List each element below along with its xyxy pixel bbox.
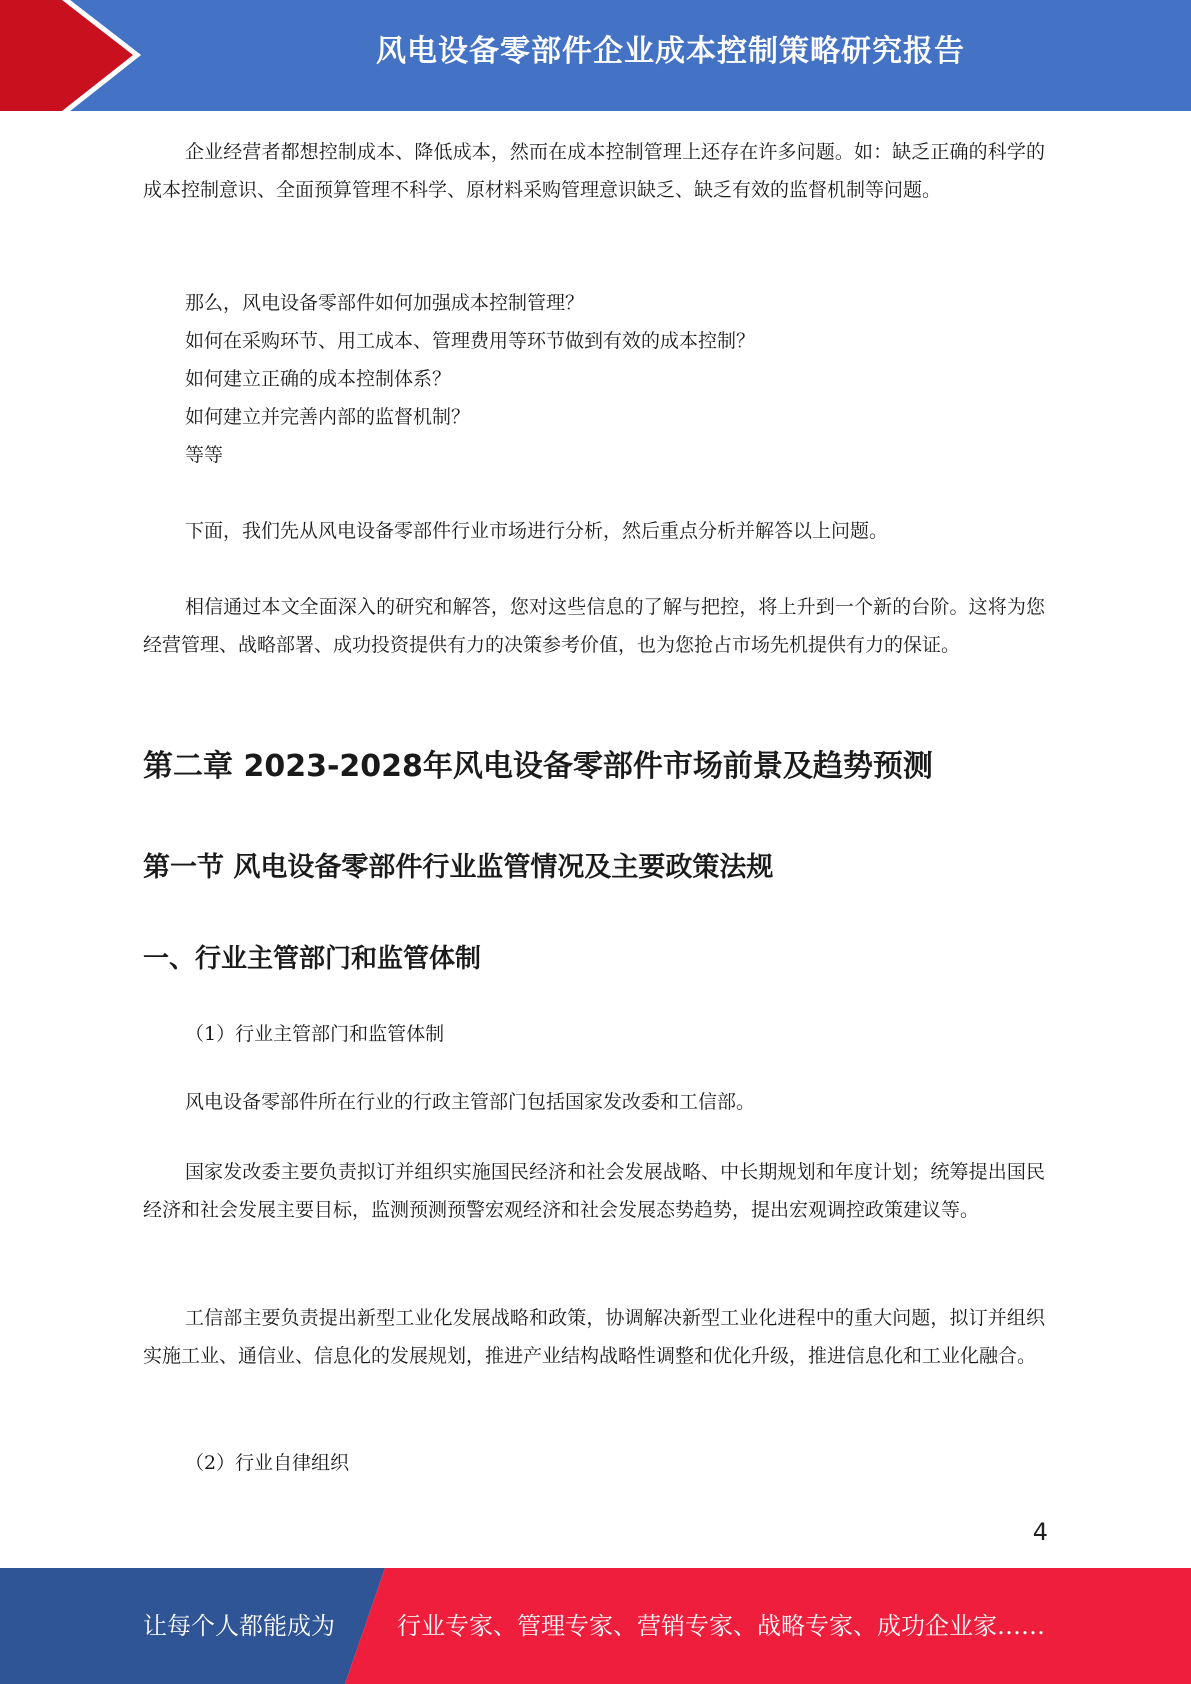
miit-paragraph: 工信部主要负责提出新型工业化发展战略和政策，协调解决新型工业化进程中的重大问题，拟订并组织实施工业、通信业、信息化的发展规划，推进产业结构战略性调整和优化升级，推进信息化和工业化融合。 <box>143 1307 1045 1367</box>
page-number: 4 <box>1032 1518 1048 1546</box>
page-footer <box>0 1568 1191 1684</box>
footer-slogan-right: 行业专家、管理专家、营销专家、战略专家、成功企业家…… <box>397 1612 1045 1640</box>
question-line: 如何建立并完善内部的监督机制？ <box>185 406 471 428</box>
question-line: 如何建立正确的成本控制体系？ <box>185 368 452 390</box>
analysis-paragraph: 下面，我们先从风电设备零部件行业市场进行分析，然后重点分析并解答以上问题。 <box>185 520 889 542</box>
question-line: 如何在采购环节、用工成本、管理费用等环节做到有效的成本控制？ <box>185 330 756 352</box>
intro-paragraph: 企业经营者都想控制成本、降低成本，然而在成本控制管理上还存在许多问题。如：缺乏正确的科学的成本控制意识、全面预算管理不科学、原材料采购管理意识缺乏、缺乏有效的监督机制等问题。 <box>143 141 1045 201</box>
chapter-title: 第二章 2023-2028年风电设备零部件市场前景及趋势预测 <box>143 749 933 784</box>
question-line: 等等 <box>185 444 224 466</box>
question-line: 那么，风电设备零部件如何加强成本控制管理？ <box>185 292 585 314</box>
footer-slogan-left: 让每个人都能成为 <box>143 1612 335 1640</box>
list-item-heading: （2）行业自律组织 <box>185 1452 350 1474</box>
page-header <box>0 0 1191 111</box>
subsection-title: 一、行业主管部门和监管体制 <box>143 944 482 974</box>
value-paragraph: 相信通过本文全面深入的研究和解答，您对这些信息的了解与把控，将上升到一个新的台阶。这将为您经营管理、战略部署、成功投资提供有力的决策参考价值，也为您抢占市场先机提供有力的保证。 <box>143 596 1045 656</box>
authority-paragraph: 风电设备零部件所在行业的行政主管部门包括国家发改委和工信部。 <box>185 1091 756 1113</box>
section-title: 第一节 风电设备零部件行业监管情况及主要政策法规 <box>143 852 774 883</box>
header-title: 风电设备零部件企业成本控制策略研究报告 <box>376 34 965 69</box>
ndrc-paragraph: 国家发改委主要负责拟订并组织实施国民经济和社会发展战略、中长期规划和年度计划；统筹提出国民经济和社会发展主要目标，监测预测预警宏观经济和社会发展态势趋势，提出宏观调控政策建议等。 <box>143 1161 1045 1221</box>
list-item-heading: （1）行业主管部门和监管体制 <box>185 1023 445 1045</box>
